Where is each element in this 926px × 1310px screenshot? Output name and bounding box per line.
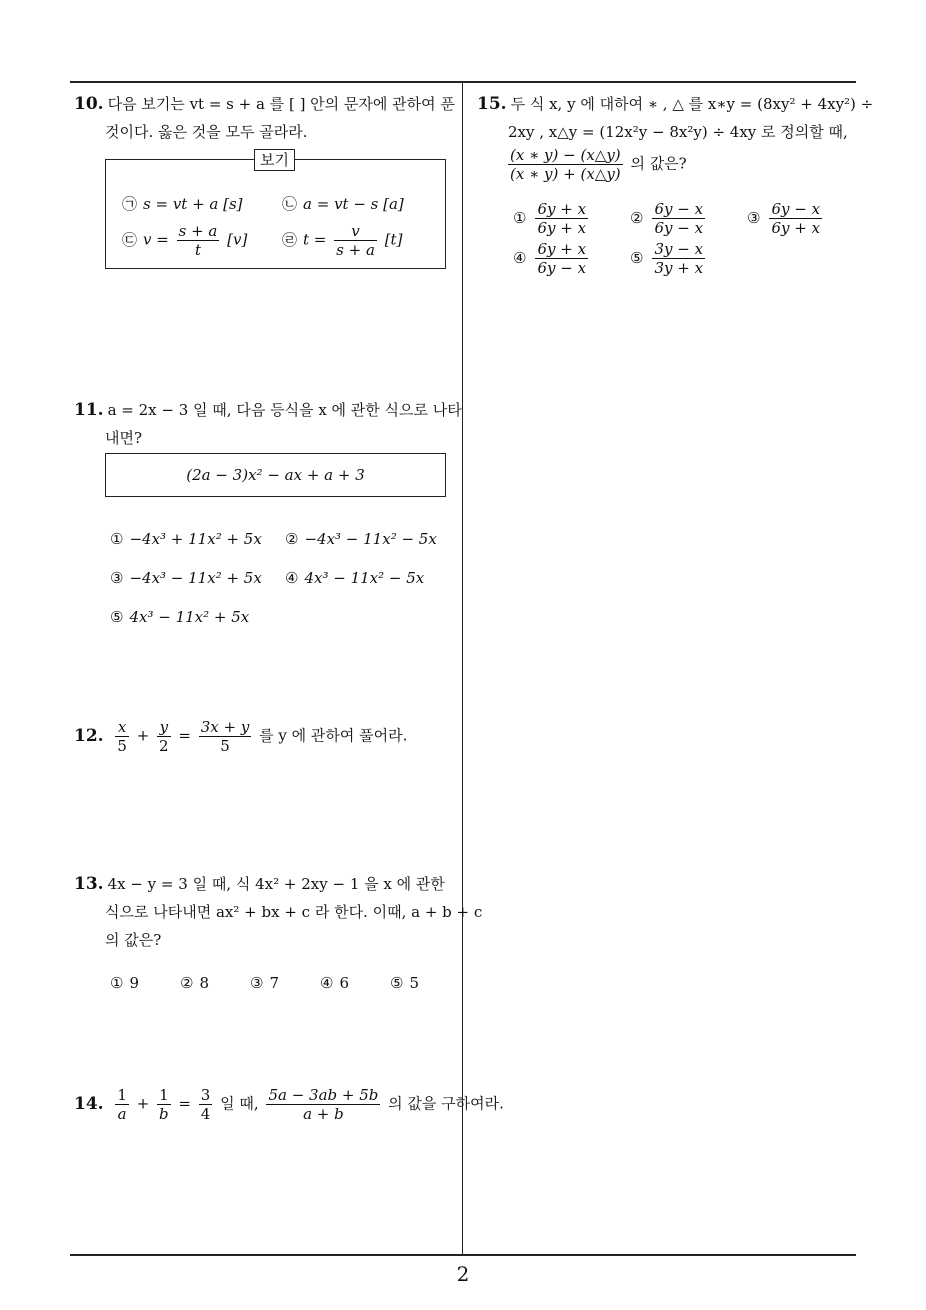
question-text: 일 때, bbox=[220, 1094, 259, 1113]
choice-1: ① 9 bbox=[110, 974, 139, 992]
question-12: 12. $\frac{x}{5}$ + $\frac{y}{2}$ = $\frac{3x + y}{5}$ 를 y 에 관하여 풀어라. bbox=[74, 718, 408, 755]
fraction: $\frac{1}{a}$ bbox=[117, 1086, 127, 1123]
question-10 bbox=[74, 90, 459, 146]
bogi-item-1: ㉠ s = vt + a [s] bbox=[122, 195, 243, 213]
fraction: $\frac{6y - x}{6y - x}$ bbox=[654, 200, 704, 237]
fraction: $\frac{(x ∗ y) - (x\triangle y)}{(x ∗ y) + (x\triangle y)}$ bbox=[510, 146, 621, 183]
page-number: 2 bbox=[456, 1262, 470, 1286]
question-text: 내면? bbox=[105, 429, 143, 447]
fraction: $\frac{6y + x}{6y + x}$ bbox=[537, 200, 587, 237]
choice-5: ⑤ $\frac{3y - x}{3y + x}$ bbox=[630, 240, 704, 277]
question-text: 의 값은? bbox=[630, 154, 687, 173]
question-number: 13. bbox=[74, 874, 104, 894]
question-number: 15. bbox=[477, 94, 507, 114]
fraction: $\frac{x}{5}$ bbox=[117, 718, 127, 755]
fraction: $\frac{3y - x}{3y + x}$ bbox=[654, 240, 704, 277]
question-text: a = 2x − 3 일 때, 다음 등식을 x 에 관한 식으로 나타 bbox=[107, 401, 462, 419]
question-14: 14. $\frac{1}{a}$ + $\frac{1}{b}$ = $\frac{3}{4}$ 일 때, $\frac{5a - 3ab + 5b}{a + b}$ 의 값을 구하여라. bbox=[74, 1086, 504, 1123]
choice-3: ③ −4x³ − 11x² + 5x bbox=[110, 569, 262, 587]
question-number: 12. bbox=[74, 725, 104, 746]
choice-3: ③ $\frac{6y - x}{6y + x}$ bbox=[747, 200, 821, 237]
bogi-item-4: ㉣ t = $\frac{v}{s + a}$ [t] bbox=[282, 222, 403, 259]
question-text: 두 식 x, y 에 대하여 ∗ , △ 를 x∗y = (8xy² + 4xy²) ÷ bbox=[510, 95, 874, 113]
question-text: 다음 보기는 vt = s + a 를 [ ] 안의 문자에 관하여 푼 bbox=[107, 95, 455, 113]
expression-box bbox=[105, 453, 446, 497]
fraction: $\frac{6y + x}{6y - x}$ bbox=[537, 240, 587, 277]
question-number: 14. bbox=[74, 1093, 104, 1114]
choice-1: ① −4x³ + 11x² + 5x bbox=[110, 530, 262, 548]
question-text: 식으로 나타내면 ax² + bx + c 라 한다. 이때, a + b + c bbox=[105, 903, 483, 921]
choice-3: ③ 7 bbox=[250, 974, 279, 992]
bogi-item-3: ㉢ v = $\frac{s + a}{t}$ [v] bbox=[122, 222, 248, 259]
question-number: 10. bbox=[74, 94, 104, 114]
bogi-label: 보기 bbox=[254, 149, 295, 171]
question-text: 2xy , x△y = (12x²y − 8x²y) ÷ 4xy 로 정의할 때, bbox=[508, 123, 848, 141]
choice-5: ⑤ 5 bbox=[390, 974, 419, 992]
fraction: $\frac{y}{2}$ bbox=[159, 718, 169, 755]
question-text: 4x − y = 3 일 때, 식 4x² + 2xy − 1 을 x 에 관한 bbox=[107, 875, 445, 893]
question-11 bbox=[74, 396, 462, 452]
question-text: 것이다. 옳은 것을 모두 골라라. bbox=[105, 123, 308, 141]
boxed-expression: (2a − 3)x² − ax + a + 3 bbox=[186, 466, 365, 484]
question-text: 를 y 에 관하여 풀어라. bbox=[259, 726, 408, 745]
fraction: $\frac{3x + y}{5}$ bbox=[200, 718, 250, 755]
choice-5: ⑤ 4x³ − 11x² + 5x bbox=[110, 608, 250, 626]
question-13 bbox=[74, 870, 483, 954]
fraction: $\frac{v}{s + a}$ bbox=[336, 222, 375, 259]
choice-4: ④ $\frac{6y + x}{6y - x}$ bbox=[513, 240, 587, 277]
bogi-item-2: ㉡ a = vt − s [a] bbox=[282, 195, 404, 213]
choice-2: ② −4x³ − 11x² − 5x bbox=[285, 530, 437, 548]
choice-4: ④ 6 bbox=[320, 974, 349, 992]
fraction: $\frac{6y - x}{6y + x}$ bbox=[771, 200, 821, 237]
choice-2: ② $\frac{6y - x}{6y - x}$ bbox=[630, 200, 704, 237]
question-text: 의 값을 구하여라. bbox=[388, 1094, 504, 1113]
choice-2: ② 8 bbox=[180, 974, 209, 992]
question-15 bbox=[477, 90, 874, 183]
choice-1: ① $\frac{6y + x}{6y + x}$ bbox=[513, 200, 587, 237]
choice-4: ④ 4x³ − 11x² − 5x bbox=[285, 569, 425, 587]
column-divider bbox=[462, 82, 463, 1254]
fraction: $\frac{s + a}{t}$ bbox=[178, 222, 218, 259]
fraction: $\frac{1}{b}$ bbox=[159, 1086, 169, 1123]
fraction: $\frac{5a - 3ab + 5b}{a + b}$ bbox=[268, 1086, 379, 1123]
question-number: 11. bbox=[74, 400, 104, 420]
fraction: $\frac{3}{4}$ bbox=[200, 1086, 211, 1123]
bottom-rule bbox=[70, 1254, 856, 1256]
question-text: 의 값은? bbox=[105, 931, 162, 949]
